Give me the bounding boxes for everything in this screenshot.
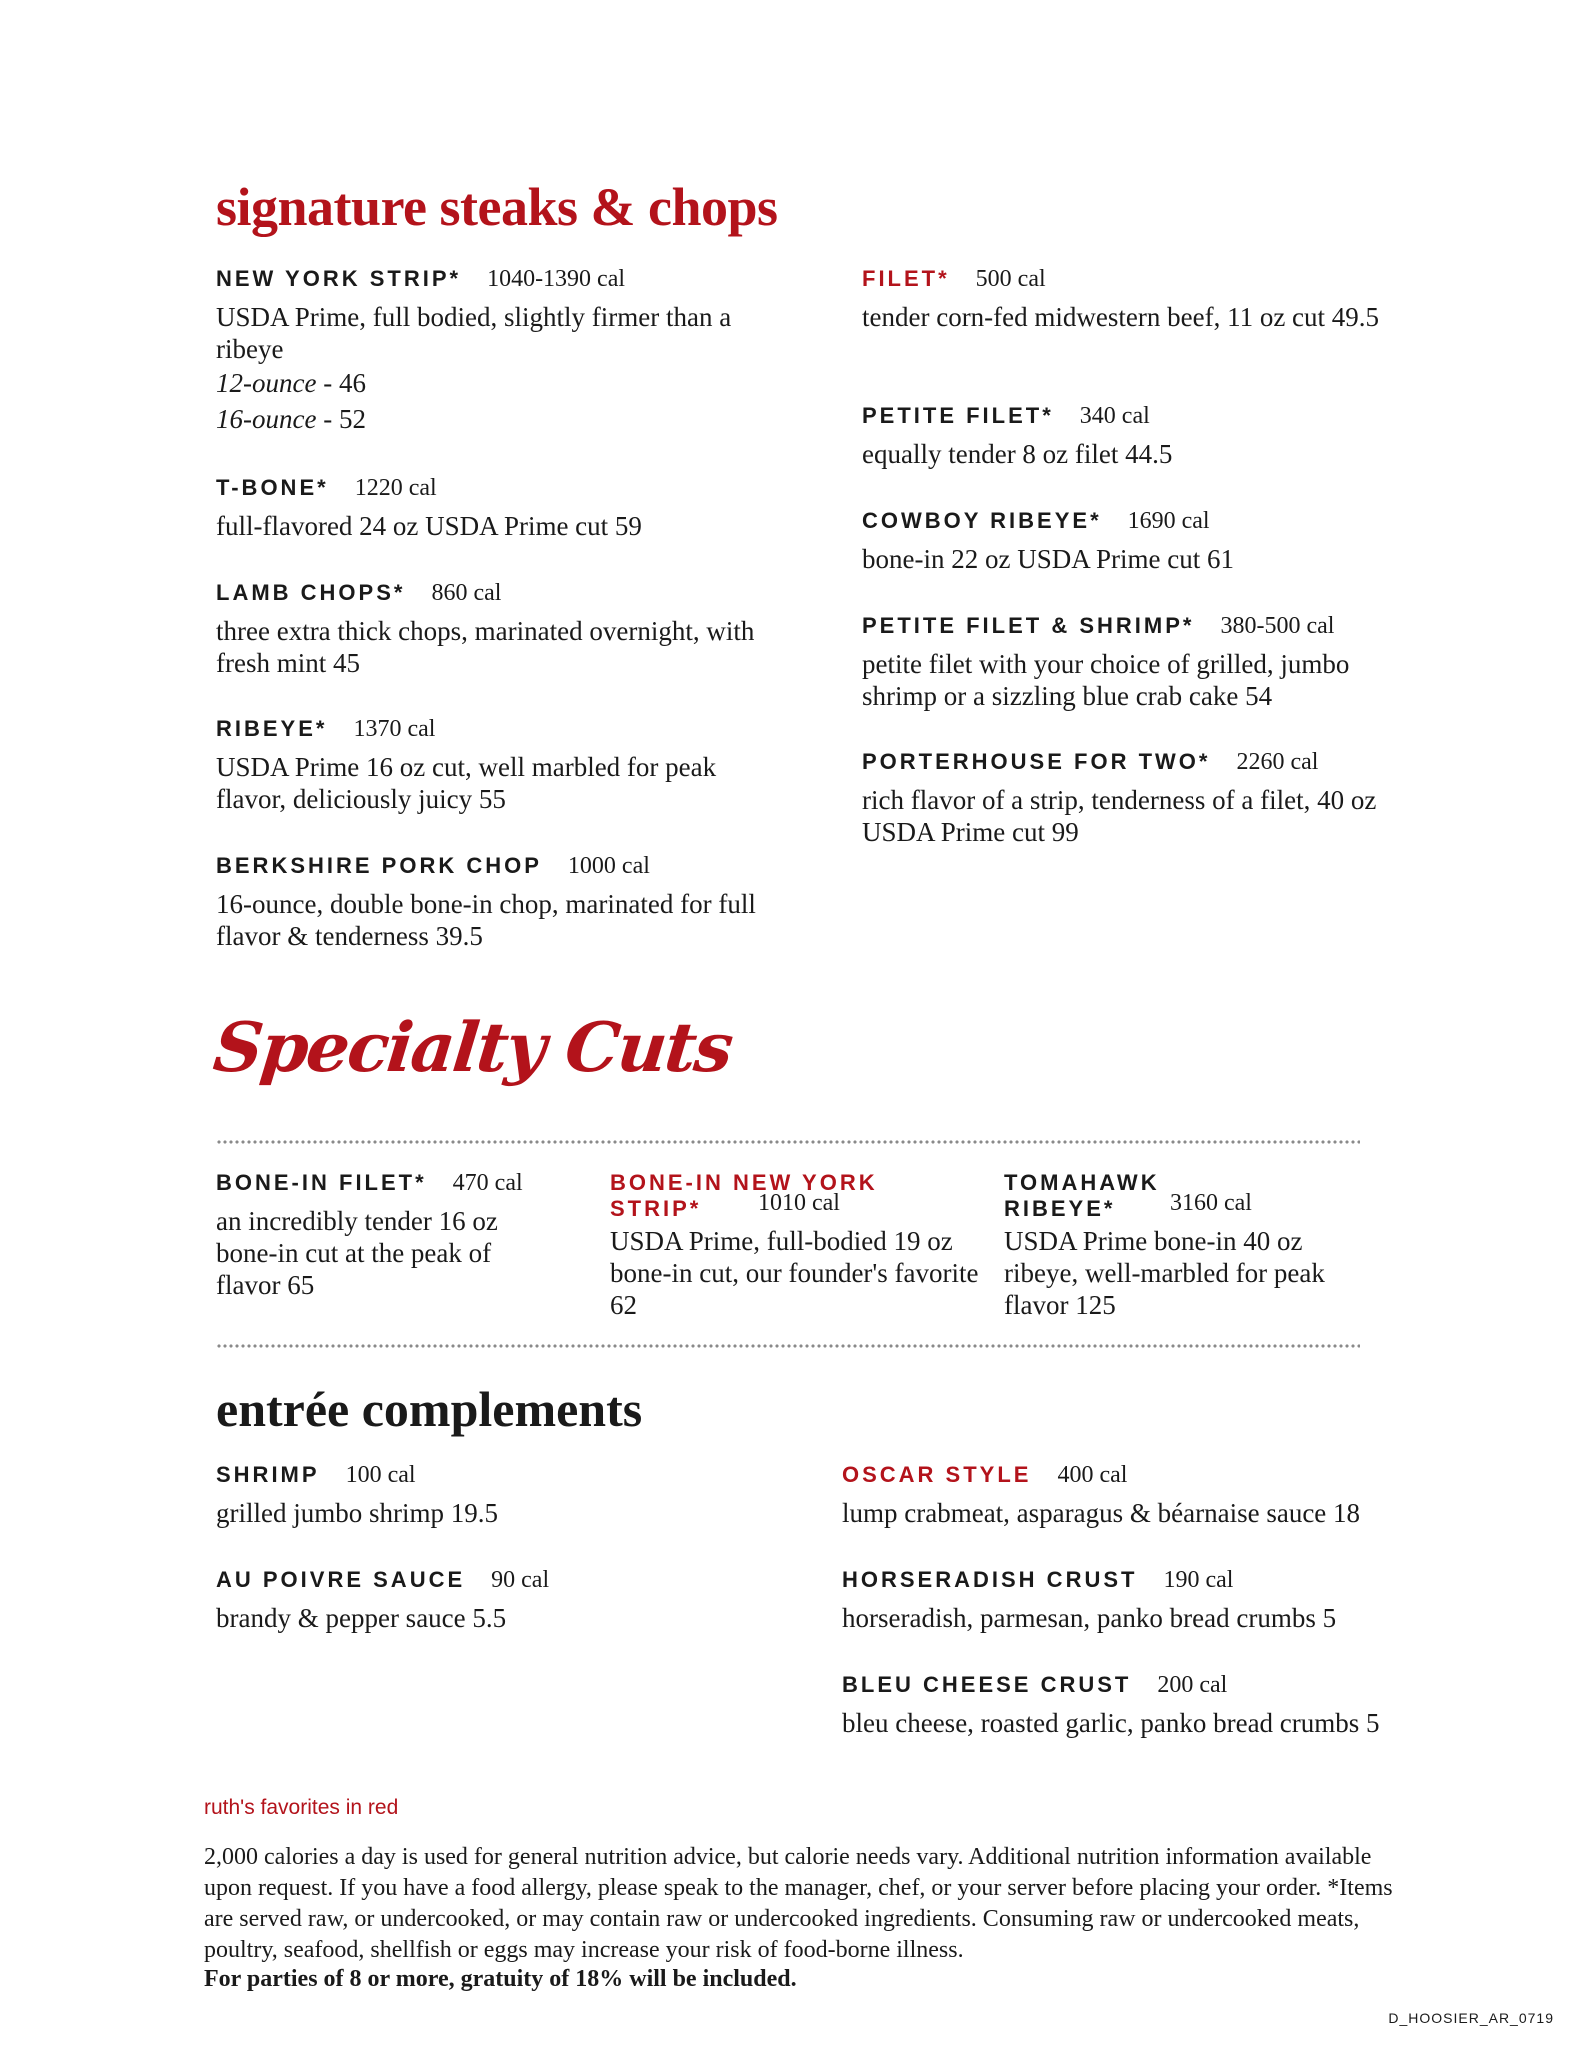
item-calories: 470 cal (452, 1170, 523, 1196)
item-name: AU POIVRE SAUCE (216, 1567, 466, 1592)
item-description: USDA Prime, full bodied, slightly firmer than a ribeye (216, 302, 732, 364)
favorites-note: ruth's favorites in red (204, 1796, 399, 1819)
size-price: - 46 (316, 368, 366, 398)
menu-item-porterhouse-for-two (862, 749, 1392, 848)
item-calories: 1690 cal (1127, 508, 1210, 534)
item-description: full-flavored 24 oz USDA Prime cut 59 (216, 511, 642, 541)
menu-item-filet (862, 266, 1402, 333)
item-description: 16-ounce, double bone-in chop, marinated for full flavor & tenderness 39.5 (216, 889, 756, 951)
item-calories: 200 cal (1157, 1672, 1228, 1698)
item-name: OSCAR STYLE (842, 1462, 1032, 1487)
item-description: horseradish, parmesan, panko bread crumbs 5 (842, 1603, 1337, 1633)
complement-shrimp (216, 1462, 776, 1529)
item-name: BONE-IN NEW YORK STRIP* (610, 1170, 878, 1221)
complement-horseradish-crust (842, 1567, 1402, 1634)
item-calories: 860 cal (431, 580, 502, 606)
size-label: 12-ounce (216, 368, 317, 398)
complement-bleu-cheese-crust (842, 1672, 1402, 1739)
menu-item-ribeye (216, 716, 756, 815)
item-calories: 90 cal (491, 1567, 550, 1593)
item-calories: 1370 cal (353, 716, 436, 742)
item-description: USDA Prime, full-bodied 19 oz bone-in cut, our founder's favorite 62 (610, 1226, 979, 1320)
menu-item-t-bone (216, 475, 756, 542)
item-name: BONE-IN FILET* (216, 1170, 427, 1195)
item-name: BERKSHIRE PORK CHOP (216, 853, 542, 878)
item-calories: 100 cal (345, 1462, 416, 1488)
item-name: PORTERHOUSE FOR TWO* (862, 749, 1211, 774)
item-calories: 380-500 cal (1220, 613, 1335, 639)
item-description: an incredibly tender 16 oz bone-in cut at the peak of flavor 65 (216, 1206, 498, 1300)
menu-item-lamb-chops (216, 580, 756, 679)
menu-item-cowboy-ribeye (862, 508, 1402, 575)
item-calories: 3160 cal (1170, 1190, 1252, 1216)
item-description: equally tender 8 oz filet 44.5 (862, 439, 1173, 469)
size-label: 16-ounce (216, 404, 317, 434)
menu-item-petite-filet (862, 403, 1402, 470)
item-description: brandy & pepper sauce 5.5 (216, 1603, 507, 1633)
nutrition-disclaimer: 2,000 calories a day is used for general nutrition advice, but calorie needs vary. Additional nutrition information available upon request. If you have a food allergy, please speak to the manager, chef, or your server before placing your order. *Items are served raw, or undercooked, or may contain raw or undercooked ingredients. Consuming raw or undercooked meats, poultry, seafood, shellfish or eggs may increase your risk of food-borne illness. (204, 1844, 1393, 1963)
menu-item-berkshire-pork-chop (216, 853, 756, 952)
item-calories: 500 cal (975, 266, 1046, 292)
menu-item-new-york-strip (216, 266, 756, 437)
menu-code: D_HOOSIER_AR_0719 (1388, 2010, 1554, 2026)
item-calories: 1010 cal (758, 1190, 840, 1216)
item-description: lump crabmeat, asparagus & béarnaise sauce 18 (842, 1498, 1361, 1528)
item-calories: 340 cal (1079, 403, 1150, 429)
item-name: RIBEYE* (216, 716, 328, 741)
item-name: LAMB CHOPS* (216, 580, 406, 605)
item-description: rich flavor of a strip, tenderness of a filet, 40 oz USDA Prime cut 99 (862, 785, 1377, 847)
item-name: BLEU CHEESE CRUST (842, 1672, 1132, 1697)
complement-oscar-style (842, 1462, 1402, 1529)
section-title-complements: entrée complements (216, 1381, 643, 1437)
item-description: USDA Prime bone-in 40 oz ribeye, well-marbled for peak flavor 125 (1004, 1226, 1325, 1320)
size-option (216, 365, 756, 401)
item-calories: 1000 cal (567, 853, 650, 879)
section-title-specialty: Specialty Cuts (209, 1008, 736, 1088)
size-price: - 52 (316, 404, 366, 434)
item-description: USDA Prime 16 oz cut, well marbled for peak flavor, deliciously juicy 55 (216, 752, 717, 814)
item-description: bleu cheese, roasted garlic, panko bread crumbs 5 (842, 1708, 1380, 1738)
item-description: petite filet with your choice of grilled, jumbo shrimp or a sizzling blue crab cake 54 (862, 649, 1350, 711)
size-option (216, 401, 756, 437)
gratuity-note: For parties of 8 or more, gratuity of 18% will be included. (204, 1966, 797, 1992)
section-title-signature: signature steaks & chops (216, 177, 778, 237)
item-description: three extra thick chops, marinated overnight, with fresh mint 45 (216, 616, 755, 678)
item-name: T-BONE* (216, 475, 329, 500)
complement-au-poivre-sauce (216, 1567, 776, 1634)
divider-dotted (216, 1342, 1360, 1350)
menu-item-petite-filet-shrimp (862, 613, 1392, 712)
item-calories: 400 cal (1057, 1462, 1128, 1488)
item-calories: 1040-1390 cal (487, 266, 626, 292)
item-name: PETITE FILET & SHRIMP* (862, 613, 1195, 638)
item-name: HORSERADISH CRUST (842, 1567, 1138, 1592)
item-name: PETITE FILET* (862, 403, 1054, 428)
item-description: bone-in 22 oz USDA Prime cut 61 (862, 544, 1234, 574)
menu-item-bone-in-new-york-strip (610, 1170, 990, 1321)
item-name: COWBOY RIBEYE* (862, 508, 1102, 533)
item-name: NEW YORK STRIP* (216, 266, 462, 291)
menu-item-tomahawk-ribeye (1004, 1170, 1364, 1321)
menu-item-bone-in-filet (216, 1170, 576, 1301)
item-name: SHRIMP (216, 1462, 320, 1487)
item-calories: 1220 cal (354, 475, 437, 501)
item-name: TOMAHAWK RIBEYE* (1004, 1170, 1160, 1221)
item-name: FILET* (862, 266, 950, 291)
item-calories: 190 cal (1163, 1567, 1234, 1593)
item-description: tender corn-fed midwestern beef, 11 oz cut 49.5 (862, 302, 1380, 332)
divider-dotted (216, 1138, 1360, 1146)
item-description: grilled jumbo shrimp 19.5 (216, 1498, 498, 1528)
item-calories: 2260 cal (1236, 749, 1319, 775)
